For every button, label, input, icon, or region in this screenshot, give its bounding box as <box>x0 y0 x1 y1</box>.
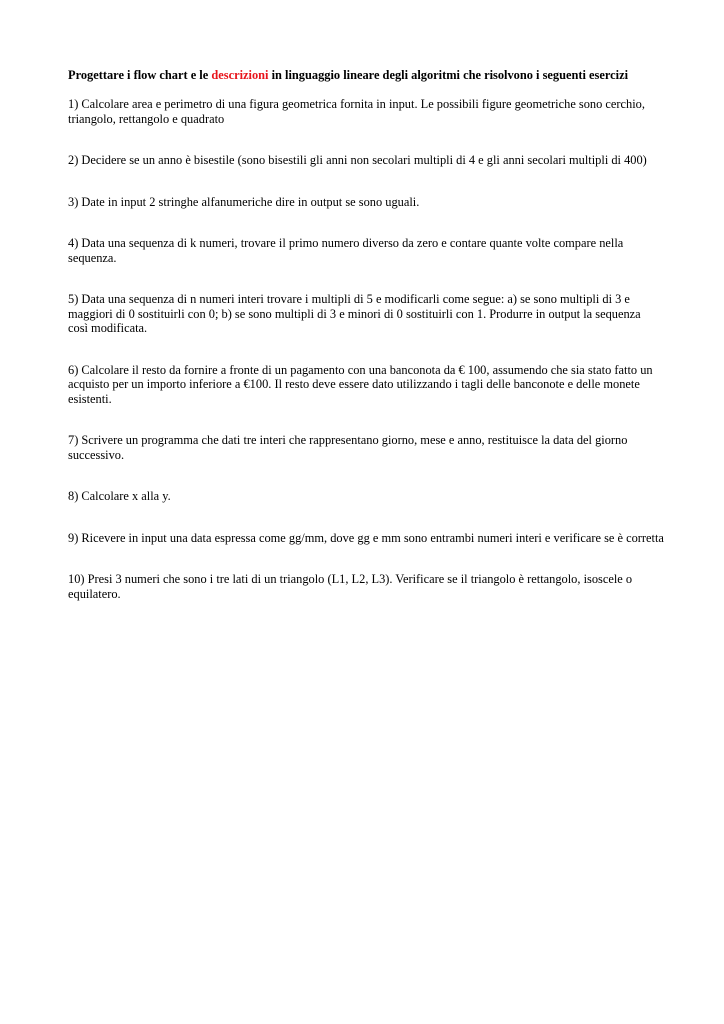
exercise-2: 2) Decidere se un anno è bisestile (sono bisestili gli anni non secolari multipli di 4 e gli anni secolari multipli di 400) <box>68 153 647 167</box>
document-page <box>68 68 664 601</box>
heading-highlighted-word: descrizioni <box>211 68 269 82</box>
exercise-9: 9) Ricevere in input una data espressa come gg/mm, dove gg e mm sono entrambi numeri interi e verificare se è corretta <box>68 530 664 545</box>
exercise-7: 7) Scrivere un programma che dati tre interi che rappresentano giorno, mese e anno, restituisce la data del giorno successivo. <box>68 433 628 462</box>
exercise-1: 1) Calcolare area e perimetro di una figura geometrica fornita in input. Le possibili figure geometriche sono cerchio, triangolo, rettangolo e quadrato <box>68 97 645 126</box>
heading-text-end: in linguaggio lineare degli algoritmi che risolvono i seguenti esercizi <box>268 68 629 82</box>
exercise-6: 6) Calcolare il resto da fornire a fronte di un pagamento con una banconota da € 100, assumendo che sia stato fatto un acquisto per un importo inferiore a €100. Il resto deve essere dato utilizzando i tagli delle banconote e delle monete esistenti. <box>68 362 653 406</box>
exercise-10: 10) Presi 3 numeri che sono i tre lati di un triangolo (L1, L2, L3). Verificare se il triangolo è rettangolo, isoscele o equilatero. <box>68 572 633 601</box>
exercise-3: 3) Date in input 2 stringhe alfanumeriche dire in output se sono uguali. <box>68 194 420 209</box>
exercise-5: 5) Data una sequenza di n numeri interi trovare i multipli di 5 e modificarli come segue: a) se sono multipli di 3 e maggiori di 0 sostituirli con 0; b) se sono multipli di 3 e minori di 0 sostituirli con 1. Produrre in output la sequenza così modificata. <box>68 292 641 335</box>
exercise-4: 4) Data una sequenza di k numeri, trovare il primo numero diverso da zero e contare quante volte compare nella sequenza. <box>68 236 624 265</box>
exercise-8: 8) Calcolare x alla y. <box>68 489 171 503</box>
heading-text-start: Progettare i flow chart e le <box>68 68 212 82</box>
document-heading <box>68 68 658 83</box>
